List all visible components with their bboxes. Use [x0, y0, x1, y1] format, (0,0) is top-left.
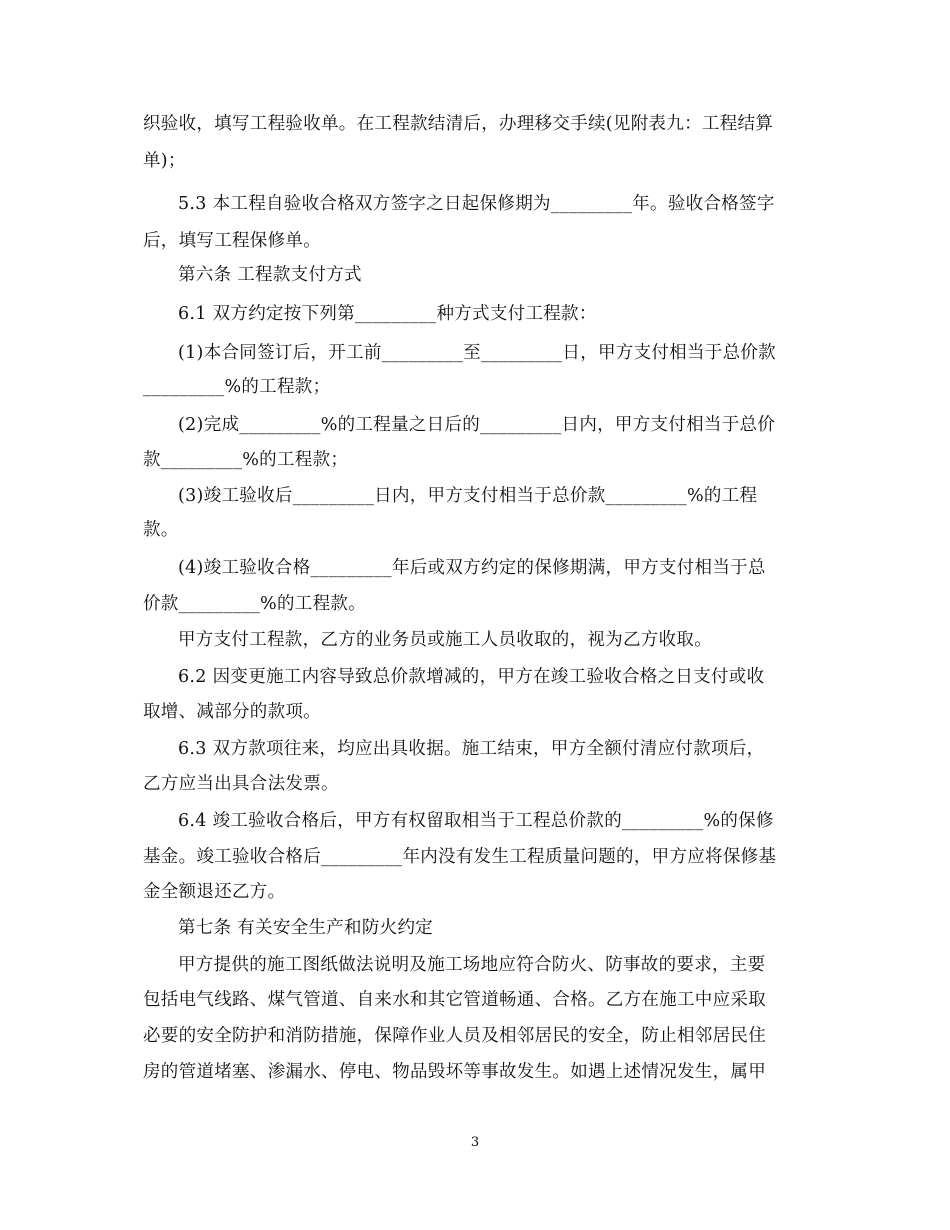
text-line: 甲方支付工程款，乙方的业务员或施工人员收取的，视为乙方收取。	[178, 630, 712, 650]
text-line: 后，填写工程保修单。	[143, 231, 321, 251]
section-heading: 第六条 工程款支付方式	[178, 265, 362, 285]
text-line: 6.2 因变更施工内容导致总价款增减的，甲方在竣工验收合格之日支付或收	[178, 667, 765, 687]
text-line: 价款_________%的工程款。	[143, 594, 366, 614]
text-line: 金全额退还乙方。	[143, 882, 286, 902]
text-line: 基金。竣工验收合格后_________年内没有发生工程质量问题的，甲方应将保修基	[143, 847, 777, 867]
text-line: 包括电气线路、煤气管道、自来水和其它管道畅通、合格。乙方在施工中应采取	[143, 990, 766, 1010]
text-line: (4)竣工验收合格_________年后或双方约定的保修期满，甲方支付相当于总	[178, 558, 766, 578]
text-line: 5.3 本工程自验收合格双方签字之日起保修期为_________年。验收合格签字	[178, 194, 775, 214]
text-line: 取增、减部分的款项。	[143, 702, 321, 722]
text-line: (3)竣工验收后_________日内，甲方支付相当于总价款_________%的工程	[178, 486, 758, 506]
text-line: 甲方提供的施工图纸做法说明及施工场地应符合防火、防事故的要求，主要	[178, 955, 766, 975]
text-line: 6.1 双方约定按下列第_________种方式支付工程款：	[178, 304, 597, 324]
text-line: 款_________%的工程款；	[143, 450, 349, 470]
text-line: 必要的安全防护和消防措施，保障作业人员及相邻居民的安全，防止相邻居民住	[143, 1026, 766, 1046]
section-heading: 第七条 有关安全生产和防火约定	[178, 918, 434, 938]
text-line: (2)完成_________%的工程量之日后的_________日内，甲方支付相当于总价	[178, 415, 776, 435]
text-line: 房的管道堵塞、渗漏水、停电、物品毁坏等事故发生。如遇上述情况发生，属甲	[143, 1062, 766, 1082]
text-line: (1)本合同签订后，开工前_________至_________日，甲方支付相当于总价款	[178, 343, 776, 363]
text-line: 单)；	[143, 151, 186, 171]
text-line: 织验收，填写工程验收单。在工程款结清后，办理移交手续(见附表九：工程结算	[143, 114, 774, 134]
text-line: _________%的工程款；	[143, 377, 331, 397]
page-number: 3	[470, 1135, 480, 1150]
text-line: 款。	[143, 520, 179, 540]
text-line: 6.4 竣工验收合格后，甲方有权留取相当于工程总价款的_________%的保修	[178, 811, 774, 831]
text-line: 6.3 双方款项往来，均应出具收据。施工结束，甲方全额付清应付款项后，	[178, 739, 765, 759]
text-line: 乙方应当出具合法发票。	[143, 774, 339, 794]
